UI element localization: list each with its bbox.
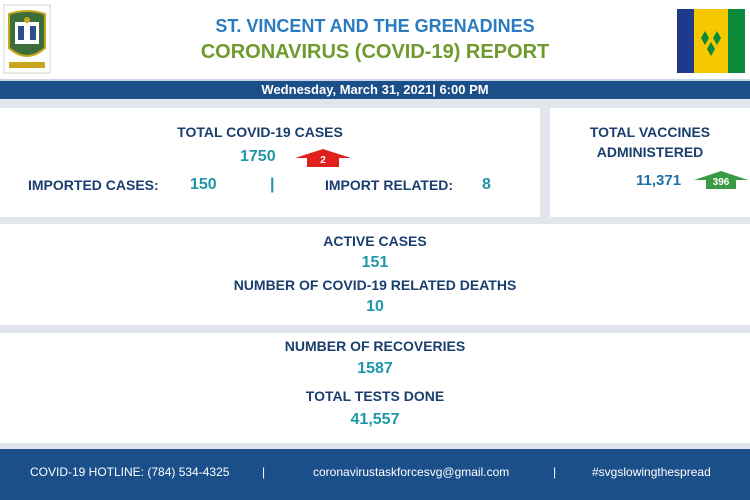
active-cases-value: 151 <box>361 254 389 271</box>
vaccines-value: 11,371 <box>636 172 682 189</box>
email-link[interactable]: coronavirustaskforcesvg@gmail.com <box>313 465 510 479</box>
separator: | <box>270 176 275 193</box>
hashtag-text: #svgslowingthespread <box>592 465 711 479</box>
report-date: Wednesday, March 31, 2021| 6:00 PM <box>0 79 750 99</box>
recoveries-value: 1587 <box>357 360 393 377</box>
total-cases-label: TOTAL COVID-19 CASES <box>177 124 343 140</box>
report-footer <box>0 449 750 500</box>
footer-separator: | <box>553 465 557 479</box>
increase-arrow-icon <box>694 170 748 190</box>
report-header <box>0 0 750 78</box>
recoveries-panel <box>0 333 750 443</box>
active-cases-label: ACTIVE CASES <box>323 233 427 249</box>
deaths-value: 10 <box>366 298 384 315</box>
report-title-country: ST. VINCENT AND THE GRENADINES <box>215 16 535 36</box>
total-cases-change: 2 <box>320 155 326 166</box>
total-cases-panel <box>0 108 540 217</box>
recoveries-label: NUMBER OF RECOVERIES <box>284 338 466 354</box>
vaccines-label-line2: ADMINISTERED <box>596 144 704 160</box>
hotline-text: COVID-19 HOTLINE: (784) 534-4325 <box>30 465 230 479</box>
imported-cases-value: 150 <box>190 176 217 193</box>
vaccines-change: 396 <box>712 177 730 188</box>
national-flag-icon <box>677 9 745 73</box>
vaccines-label-line1: TOTAL VACCINES <box>589 124 711 140</box>
active-cases-panel <box>0 224 750 325</box>
vaccines-panel <box>550 108 750 217</box>
imported-cases-label: IMPORTED CASES: <box>28 177 159 193</box>
increase-arrow-icon <box>295 148 351 168</box>
report-title-main: CORONAVIRUS (COVID-19) REPORT <box>200 41 550 63</box>
deaths-label: NUMBER OF COVID-19 RELATED DEATHS <box>233 277 517 293</box>
tests-value: 41,557 <box>350 411 400 428</box>
import-related-label: IMPORT RELATED: <box>325 177 454 193</box>
total-cases-value: 1750 <box>240 148 276 165</box>
tests-label: TOTAL TESTS DONE <box>305 388 445 404</box>
import-related-value: 8 <box>482 176 491 193</box>
footer-separator: | <box>262 465 266 479</box>
